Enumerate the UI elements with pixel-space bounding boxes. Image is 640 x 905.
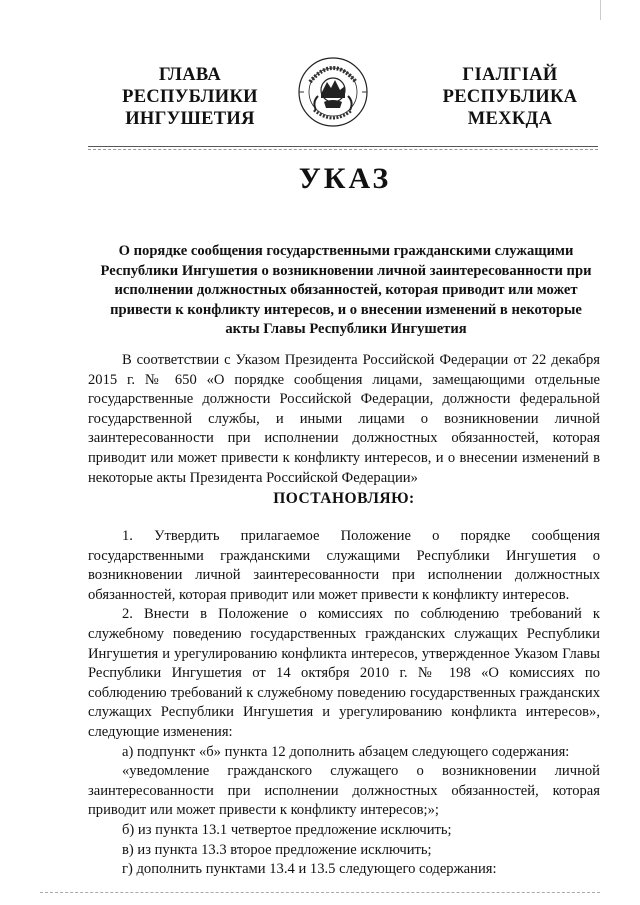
scan-artifact: [600, 0, 611, 20]
header-right-line-3: МЕХКДА: [467, 109, 553, 129]
header-right-line-1: ГIАЛГIАЙ: [462, 65, 558, 85]
header-divider-secondary: [88, 149, 598, 150]
header-left-line-2: РЕСПУБЛИКИ: [122, 87, 258, 107]
decree-heading: ПОСТАНОВЛЯЮ:: [273, 490, 415, 507]
item-1: 1. Утвердить прилагаемое Положение о порядке сообщения государственными гражданскими служащими Республики Ингушетия о возникновении личной заинтересованности при исполнении должностных обязанностей, которая приводит или может привести к конфликту интересов.: [88, 528, 600, 603]
subitem-a-quote: «уведомление гражданского служащего о возникновении личной заинтересованности при исполнении должностных обязанностей, которая приводит или может привести к конфликту интересов;»;: [88, 763, 600, 819]
header-right-title: [405, 64, 615, 130]
header-left-title: [85, 64, 295, 130]
document-title: УКАЗ: [298, 162, 392, 195]
subitem-b: б) из пункта 13.1 четвертое предложение исключить;: [122, 821, 452, 838]
preamble-text: В соответствии с Указом Президента Российской Федерации от 22 декабря 2015 г. № 650 «О порядке сообщения лицами, замещающими отдельные государственные должности Российской Федерации, должности федеральной государственной службы, и иными лицами о возникновении личной заинтересованности при исполнении должностных обязанностей, которая приводит или может привести к конфликту интересов, и о внесении изменений в некоторые акты Президента Российской Федерации»: [88, 352, 600, 486]
header-right-line-2: РЕСПУБЛИКА: [442, 87, 578, 107]
decree-items: [88, 527, 600, 880]
preamble: [88, 351, 600, 488]
header-divider: [88, 146, 598, 147]
header-left-line-1: ГЛАВА: [158, 65, 222, 85]
subitem-v: в) из пункта 13.3 второе предложение исключить;: [122, 841, 432, 858]
item-2: 2. Внести в Положение о комиссиях по соблюдению требований к служебному поведению государственных гражданских служащих Республики Ингушетия и урегулированию конфликта интересов, утвержденное Указом Главы Республики Ингушетия от 14 октября 2010 г. № 198 «О комиссиях по соблюдению требований к служебному поведению государственных гражданских служащих Республики Ингушетия и урегулированию конфликта интересов», следующие изменения:: [88, 606, 600, 740]
subitem-g: г) дополнить пунктами 13.4 и 13.5 следующего содержания:: [122, 861, 497, 878]
header-left-line-3: ИНГУШЕТИЯ: [125, 109, 255, 129]
footer-divider: [40, 892, 600, 893]
subitem-a: а) подпункт «б» пункта 12 дополнить абзацем следующего содержания:: [122, 743, 570, 760]
republic-emblem-icon: [296, 52, 370, 134]
document-subject: О порядке сообщения государственными гражданскими служащими Республики Ингушетия о возникновении личной заинтересованности при исполнении должностных обязанностей, которая приводит или может привести к конфликту интересов, и о внесении изменений в некоторые акты Главы Республики Ингушетия: [100, 243, 592, 337]
